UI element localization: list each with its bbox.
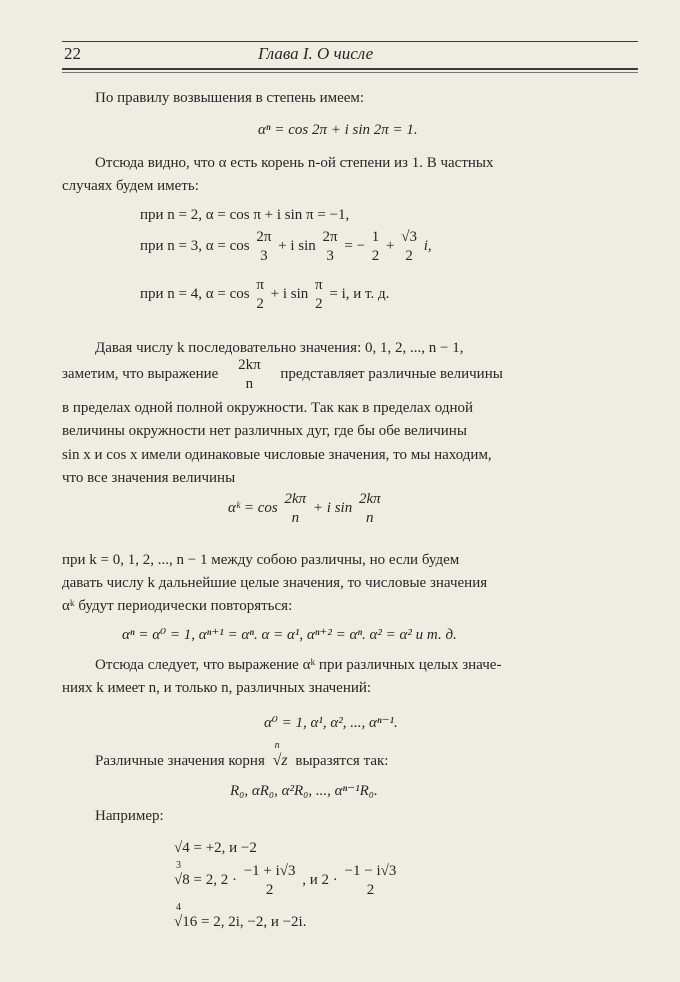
fraction-numerator: √3 xyxy=(401,229,417,245)
fraction-denominator: 2 xyxy=(366,881,375,898)
paragraph-3-line-6: что все значения величины xyxy=(62,470,236,486)
fraction-numerator: 2π xyxy=(256,229,272,245)
fraction-numerator: 2kπ xyxy=(358,491,381,507)
eq-ak-left: αᵏ = cos xyxy=(228,500,278,517)
fraction-denominator: 2 xyxy=(256,295,264,312)
p3-line2-b: представляет различные величины xyxy=(280,366,503,383)
fraction-numerator: −1 − i√3 xyxy=(344,863,397,879)
paragraph-3-line-4: величины окружности нет различных дуг, где бы обе величины xyxy=(62,423,467,439)
example-root-16 xyxy=(174,902,307,931)
p3-line2-a: заметим, что выражение xyxy=(62,366,219,383)
paragraph-3-line-1: Давая числу k последовательно значения: 0, 1, 2, ..., n − 1, xyxy=(95,340,464,356)
ex2-mid: , и 2 · xyxy=(302,872,338,889)
root-z: √z xyxy=(272,752,288,769)
fraction-denominator: 2 xyxy=(265,881,274,898)
case3-mid: + i sin xyxy=(278,238,316,255)
fraction-denominator: 2 xyxy=(371,247,380,264)
equation-alpha-n: αⁿ = cos 2π + i sin 2π = 1. xyxy=(258,122,418,138)
case3-plus: + xyxy=(386,238,395,255)
p6-a: Различные значения корня xyxy=(95,753,265,769)
paragraph-4-line-2: давать числу k дальнейшие целые значения, то числовые значения xyxy=(62,575,488,591)
case3-left: при n = 3, α = cos xyxy=(140,238,250,255)
paragraph-2-line-2: случаях будем иметь: xyxy=(62,178,199,194)
example-root-8 xyxy=(174,862,399,900)
root-index: 4 xyxy=(176,902,181,913)
equation-alpha-k xyxy=(228,490,384,528)
paragraph-3-line-2 xyxy=(62,356,503,394)
header-top-rule xyxy=(62,41,638,42)
equation-roots-R: R₀, αR₀, α²R₀, ..., αⁿ⁻¹R₀. xyxy=(230,783,378,799)
fraction-denominator: 3 xyxy=(326,247,334,264)
header-bottom-rule-thin xyxy=(62,72,638,73)
fraction-denominator: 2 xyxy=(405,247,413,264)
ex2-left: √8 = 2, 2 · xyxy=(174,872,237,889)
fraction-denominator: n xyxy=(366,509,374,526)
paragraph-5-line-2: ниях k имеет n, и только n, различных значений: xyxy=(62,680,372,696)
case4-left: при n = 4, α = cos xyxy=(140,286,250,303)
fraction-denominator: 3 xyxy=(260,247,268,264)
ex3-text: √16 = 2, 2i, −2, и −2i. xyxy=(174,914,307,930)
paragraph-2-line-1: Отсюда видно, что α есть корень n-ой степени из 1. В частных xyxy=(95,155,494,171)
running-title: Глава I. О числе xyxy=(258,44,374,63)
paragraph-3-line-5: sin x и cos x имели одинаковые числовые значения, то мы находим, xyxy=(62,447,492,463)
fraction-denominator: n xyxy=(245,375,254,392)
case3-eq: = − xyxy=(344,238,366,255)
fraction-numerator: 2kπ xyxy=(238,357,261,373)
fraction-numerator: π xyxy=(315,277,323,293)
example-label: Например: xyxy=(95,808,164,824)
fraction-denominator: 2 xyxy=(315,295,323,312)
case-n-3 xyxy=(140,228,432,266)
fraction-numerator: 1 xyxy=(371,229,380,245)
fraction-numerator: π xyxy=(256,277,264,293)
root-index: n xyxy=(274,740,280,751)
eq-ak-mid: + i sin xyxy=(312,500,353,517)
equation-values: α⁰ = 1, α¹, α², ..., αⁿ⁻¹. xyxy=(264,715,398,731)
case-n-4 xyxy=(140,276,389,314)
case-n-2: при n = 2, α = cos π + i sin π = −1, xyxy=(140,207,350,223)
fraction-numerator: −1 + i√3 xyxy=(243,863,296,879)
paragraph-6 xyxy=(95,740,389,770)
page-number: 22 xyxy=(64,44,81,63)
paragraph-4-line-3: αᵏ будут периодически повторяться: xyxy=(62,598,293,614)
paragraph-5-line-1: Отсюда следует, что выражение αᵏ при различных целых значе- xyxy=(95,657,502,673)
header-bottom-rule xyxy=(62,68,638,70)
case4-end: = i, и т. д. xyxy=(329,286,390,303)
fraction-numerator: 2kπ xyxy=(284,491,307,507)
fraction-numerator: 2π xyxy=(322,229,338,245)
paragraph-3-line-3: в пределах одной полной окружности. Так как в пределах одной xyxy=(62,400,474,416)
example-root-4: √4 = +2, и −2 xyxy=(174,840,257,856)
case4-mid: + i sin xyxy=(270,286,309,303)
case3-end: i, xyxy=(423,238,432,255)
root-index: 3 xyxy=(176,860,181,872)
paragraph-4-line-1: при k = 0, 1, 2, ..., n − 1 между собою различны, но если будем xyxy=(62,552,460,568)
p6-b: выразятся так: xyxy=(295,753,389,769)
fraction-denominator: n xyxy=(291,509,300,526)
equation-periodicity: αⁿ = α⁰ = 1, αⁿ⁺¹ = αⁿ. α = α¹, αⁿ⁺² = αⁿ. α² = α² и т. д. xyxy=(122,627,457,643)
paragraph-1: По правилу возвышения в степень имеем: xyxy=(95,90,365,106)
